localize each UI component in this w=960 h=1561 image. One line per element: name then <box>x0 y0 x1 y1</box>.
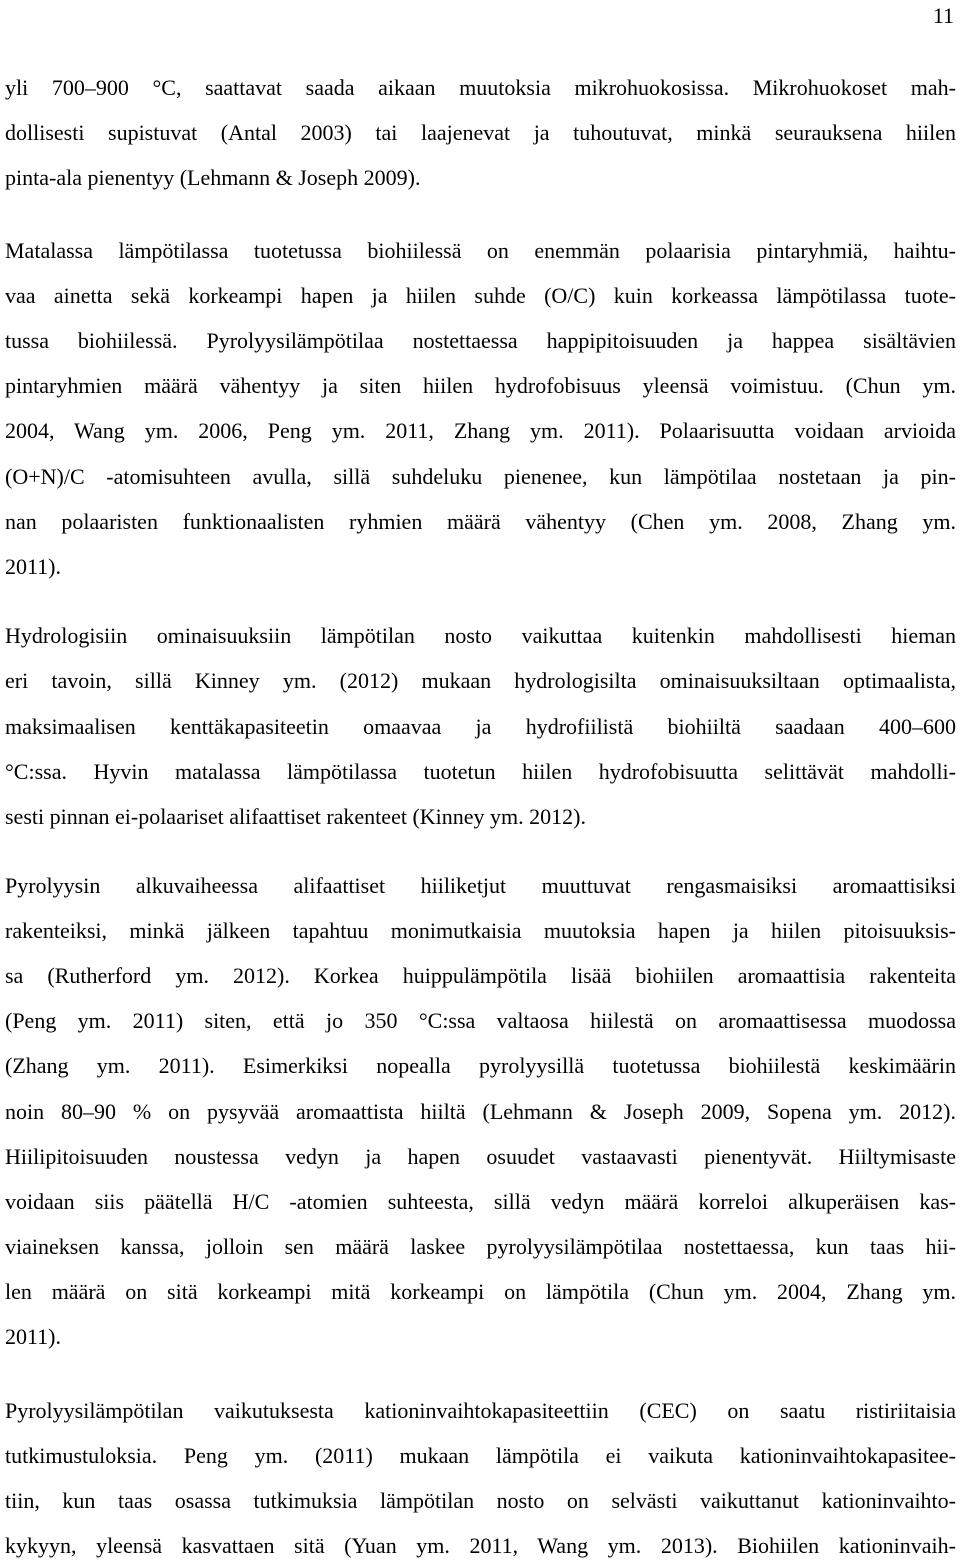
text-line: °C:ssa. Hyvin matalassa lämpötilassa tuotetun hiilen hydrofobisuutta selittävät mahdolli- <box>5 759 956 784</box>
text-line: tussa biohiilessä. Pyrolyysilämpötilaa nostettaessa happipitoisuuden ja happea sisältävien <box>5 328 956 353</box>
text-line: Hiilipitoisuuden noustessa vedyn ja hapen osuudet vastaavasti pienentyvät. Hiiltymisaste <box>5 1144 956 1169</box>
text-line: Matalassa lämpötilassa tuotetussa biohiilessä on enemmän polaarisia pintaryhmiä, haihtu- <box>5 238 956 263</box>
text-line: nan polaaristen funktionaalisten ryhmien määrä vähentyy (Chen ym. 2008, Zhang ym. <box>5 509 956 534</box>
text-line: sesti pinnan ei-polaariset alifaattiset rakenteet (Kinney ym. 2012). <box>5 804 586 829</box>
text-line: pintaryhmien määrä vähentyy ja siten hiilen hydrofobisuus yleensä voimistuu. (Chun ym. <box>5 373 956 398</box>
text-line: Hydrologisiin ominaisuuksiin lämpötilan nosto vaikuttaa kuitenkin mahdollisesti hieman <box>5 623 956 648</box>
text-line: dollisesti supistuvat (Antal 2003) tai laajenevat ja tuhoutuvat, minkä seurauksena hiilen <box>5 120 956 145</box>
text-line: tutkimustuloksia. Peng ym. (2011) mukaan lämpötila ei vaikuta kationinvaihtokapasitee- <box>5 1443 956 1468</box>
text-line: 2011). <box>5 1324 62 1349</box>
text-line: maksimaalisen kenttäkapasiteetin omaavaa ja hydrofiilistä biohiiltä saadaan 400–600 <box>5 714 956 739</box>
text-line: vaa ainetta sekä korkeampi hapen ja hiilen suhde (O/C) kuin korkeassa lämpötilassa tuote- <box>5 283 956 308</box>
page-number: 11 <box>932 3 954 28</box>
text-line: 2004, Wang ym. 2006, Peng ym. 2011, Zhang ym. 2011). Polaarisuutta voidaan arvioida <box>5 418 956 443</box>
text-line: tiin, kun taas osassa tutkimuksia lämpötilan nosto on selvästi vaikuttanut kationinvaihto- <box>5 1488 956 1513</box>
text-line: Pyrolyysilämpötilan vaikutuksesta kationinvaihtokapasiteettiin (CEC) on saatu ristiriitaisia <box>5 1398 956 1423</box>
text-line: voidaan siis päätellä H/C -atomien suhteesta, sillä vedyn määrä korreloi alkuperäisen kas- <box>5 1189 956 1214</box>
text-line: rakenteiksi, minkä jälkeen tapahtuu monimutkaisia muutoksia hapen ja hiilen pitoisuuksis- <box>5 918 956 943</box>
text-line: kykyyn, yleensä kasvattaen sitä (Yuan ym. 2011, Wang ym. 2013). Biohiilen kationinvaih- <box>5 1533 956 1558</box>
text-line: Pyrolyysin alkuvaiheessa alifaattiset hiiliketjut muuttuvat rengasmaisiksi aromaattisiksi <box>5 873 956 898</box>
text-line: (O+N)/C -atomisuhteen avulla, sillä suhdeluku pienenee, kun lämpötilaa nostetaan ja pin- <box>5 464 956 489</box>
text-line: noin 80–90 % on pysyvää aromaattista hiiltä (Lehmann & Joseph 2009, Sopena ym. 2012). <box>5 1099 956 1124</box>
text-line: (Zhang ym. 2011). Esimerkiksi nopealla pyrolyysillä tuotetussa biohiilestä keskimäärin <box>5 1053 956 1078</box>
text-line: (Peng ym. 2011) siten, että jo 350 °C:ssa valtaosa hiilestä on aromaattisessa muodossa <box>5 1008 956 1033</box>
text-line: eri tavoin, sillä Kinney ym. (2012) mukaan hydrologisilta ominaisuuksiltaan optimaalista, <box>5 668 956 693</box>
text-line: len määrä on sitä korkeampi mitä korkeampi on lämpötila (Chun ym. 2004, Zhang ym. <box>5 1279 956 1304</box>
text-line: 2011). <box>5 554 62 579</box>
text-line: viaineksen kanssa, jolloin sen määrä laskee pyrolyysilämpötilaa nostettaessa, kun taas hii- <box>5 1234 956 1259</box>
text-line: pinta-ala pienentyy (Lehmann & Joseph 2009). <box>5 165 421 190</box>
text-line: sa (Rutherford ym. 2012). Korkea huippulämpötila lisää biohiilen aromaattisia rakenteita <box>5 963 956 988</box>
text-line: yli 700–900 °C, saattavat saada aikaan muutoksia mikrohuokosissa. Mikrohuokoset mah- <box>5 75 956 100</box>
